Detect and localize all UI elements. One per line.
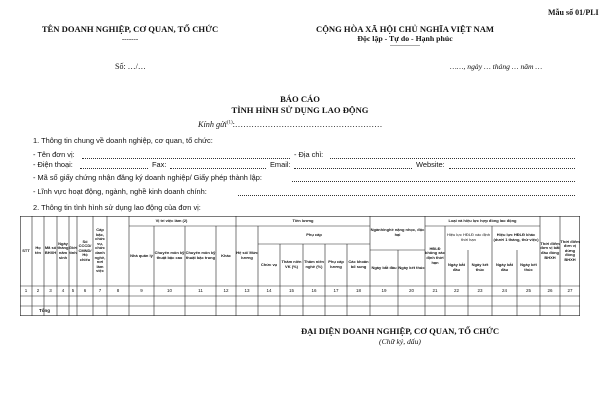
col-number: 8 xyxy=(116,287,120,293)
form-code: Mẫu số 01/PLI xyxy=(548,8,599,17)
col-number: 5 xyxy=(71,287,75,293)
col-group-hdld-khac: Hiệu lực HĐLĐ khác (dưới 1 tháng, thử việc) xyxy=(493,232,539,242)
col-number: 1 xyxy=(24,287,28,293)
col-number: 11 xyxy=(198,287,203,293)
org-underline: ------- xyxy=(121,35,139,43)
col-number: 27 xyxy=(567,287,573,293)
license-label: - Mã số giấy chứng nhận đăng ký doanh nghiệp/ Giấy phép thành lập: xyxy=(33,173,262,182)
col-cm-cao: Chuyên môn kỹ thuật bậc cao xyxy=(154,250,185,260)
col-number: 15 xyxy=(288,287,294,293)
col-number: 12 xyxy=(223,287,229,293)
col-xd-ket-thuc: Ngày kết thúc xyxy=(471,262,489,272)
col-number: 20 xyxy=(408,287,414,293)
website-label: Website: xyxy=(416,160,445,169)
col-khac-bat-dau: Ngày bắt đầu xyxy=(496,262,513,272)
col-khac-ket-thuc: Ngày kết thúc xyxy=(520,262,537,272)
col-number: 21 xyxy=(432,287,438,293)
col-ma-bhxh: Mã số BHXH xyxy=(44,245,57,255)
col-group-hdld-xd: Hiệu lực HĐLĐ xác định thời hạn xyxy=(447,232,490,242)
col-bo-sung: Các khoản bổ sung xyxy=(348,259,369,269)
col-number: 19 xyxy=(381,287,387,293)
col-hdld-kxd: HĐLĐ không xác định thời hạn xyxy=(425,245,445,265)
country-name: CỘNG HÒA XÃ HỘI CHỦ NGHĨA VIỆT NAM xyxy=(315,24,495,34)
national-motto: Độc lập - Tự do - Hạnh phúc xyxy=(357,34,453,43)
col-diem-dung: Thời điểm đơn vị dừng đóng BHXH xyxy=(560,238,580,262)
recipient-footnote: (1) xyxy=(226,120,233,126)
col-group-tien-luong: Tiền lương xyxy=(292,217,314,223)
section1-heading: 1. Thông tin chung về doanh nghiệp, cơ quan, tổ chức: xyxy=(33,136,213,145)
col-number: 24 xyxy=(501,287,507,293)
col-group-loai-hd: Loại và hiệu lực hợp đồng lao động xyxy=(448,217,517,223)
labor-table xyxy=(20,216,580,316)
col-number: 7 xyxy=(98,287,102,293)
col-number: 25 xyxy=(525,287,531,293)
recipient-dots: :……………………………………………… xyxy=(232,120,383,129)
col-tham-nien-vk: Thâm niên VK (%) xyxy=(281,259,302,269)
address-label: - Địa chỉ: xyxy=(294,150,324,159)
col-nha-quan-ly: Nhà quản lý xyxy=(130,252,153,258)
unit-name-field[interactable] xyxy=(82,158,290,159)
col-number: 17 xyxy=(333,287,339,293)
col-number: 4 xyxy=(61,287,65,293)
col-number: 26 xyxy=(547,287,553,293)
business-field-label: - Lĩnh vực hoạt động, ngành, nghề kinh doanh chính: xyxy=(33,187,207,196)
website-field[interactable] xyxy=(449,168,575,169)
col-cap-bac: Cấp bậc, chức vụ, chức danh nghề, nơi làm việc xyxy=(94,227,106,274)
fax-label: Fax: xyxy=(152,160,167,169)
recipient-label: Kính gửi xyxy=(198,120,227,129)
col-ngay-sinh: Ngày tháng năm sinh xyxy=(57,240,69,260)
col-group-phu-cap: Phụ cấp xyxy=(306,231,322,237)
email-label: Email: xyxy=(270,160,291,169)
col-cm-trung: Chuyên môn kỹ thuật bậc trung xyxy=(185,250,216,260)
report-subtitle: TÌNH HÌNH SỬ DỤNG LAO ĐỘNG xyxy=(231,105,369,115)
signature-note: (Chữ ký, dấu) xyxy=(379,337,421,346)
col-number: 3 xyxy=(49,287,52,293)
col-number: 18 xyxy=(355,287,361,293)
col-number: 22 xyxy=(453,287,459,293)
col-number: 23 xyxy=(477,287,483,293)
col-gioi-tinh: Giới tính xyxy=(69,245,77,255)
total-label: Tổng xyxy=(39,307,50,313)
signer-title: ĐẠI DIỆN DOANH NGHIỆP, CƠ QUAN, TỔ CHỨC xyxy=(300,326,500,336)
col-number: 14 xyxy=(266,287,272,293)
col-group-vi-tri: Vị trí việc làm (2) xyxy=(155,217,188,223)
org-name: TÊN DOANH NGHIỆP, CƠ QUAN, TỔ CHỨC xyxy=(41,24,219,34)
col-number: 10 xyxy=(166,287,172,293)
col-khac: Khác xyxy=(221,252,231,258)
phone-label: - Điện thoại: xyxy=(33,160,73,169)
col-tham-nien-nghe: Thâm niên nghề (%) xyxy=(303,259,324,269)
col-stt: STT xyxy=(22,247,30,253)
report-title: BÁO CÁO xyxy=(280,94,320,104)
document-number: Số: …/… xyxy=(115,62,146,71)
motto-underline: --------------- xyxy=(390,43,420,49)
unit-name-label: - Tên đơn vị: xyxy=(33,150,75,159)
email-field[interactable] xyxy=(294,168,412,169)
col-diem-dong: Thời điểm đơn vị bắt đầu đóng BHXH xyxy=(540,240,560,260)
col-group-nganh-nghe: Ngành/nghề nặng nhọc, độc hại xyxy=(370,227,425,237)
col-number: 9 xyxy=(140,287,143,293)
phone-field[interactable] xyxy=(80,168,148,169)
recipient-line xyxy=(198,120,382,129)
col-number: 6 xyxy=(83,287,87,293)
col-nganh-bat-dau: Ngày bắt đầu xyxy=(371,264,397,270)
business-field-input[interactable] xyxy=(238,195,575,196)
col-number: 13 xyxy=(244,287,250,293)
col-he-so: Hệ số/ Mức lương xyxy=(236,250,258,260)
col-phu-cap-luong: Phụ cấp lương xyxy=(328,259,344,269)
col-xd-bat-dau: Ngày bắt đầu xyxy=(448,262,465,272)
license-field[interactable] xyxy=(292,181,575,182)
address-field[interactable] xyxy=(330,158,575,159)
col-nganh-ket-thuc: Ngày kết thúc xyxy=(398,264,425,270)
col-chuc-vu: Chức vụ xyxy=(260,261,278,267)
col-number: 2 xyxy=(36,287,40,293)
col-cccd: Số CCCD/ CMND/ Hộ chiếu xyxy=(78,238,92,262)
fax-field[interactable] xyxy=(170,168,266,169)
col-ho-ten: Họ tên xyxy=(35,245,41,255)
section2-heading: 2. Thông tin tình hình sử dụng lao động của đơn vị: xyxy=(33,203,201,212)
document-date: ……, ngày … tháng … năm … xyxy=(450,62,543,71)
col-number: 16 xyxy=(311,287,317,293)
